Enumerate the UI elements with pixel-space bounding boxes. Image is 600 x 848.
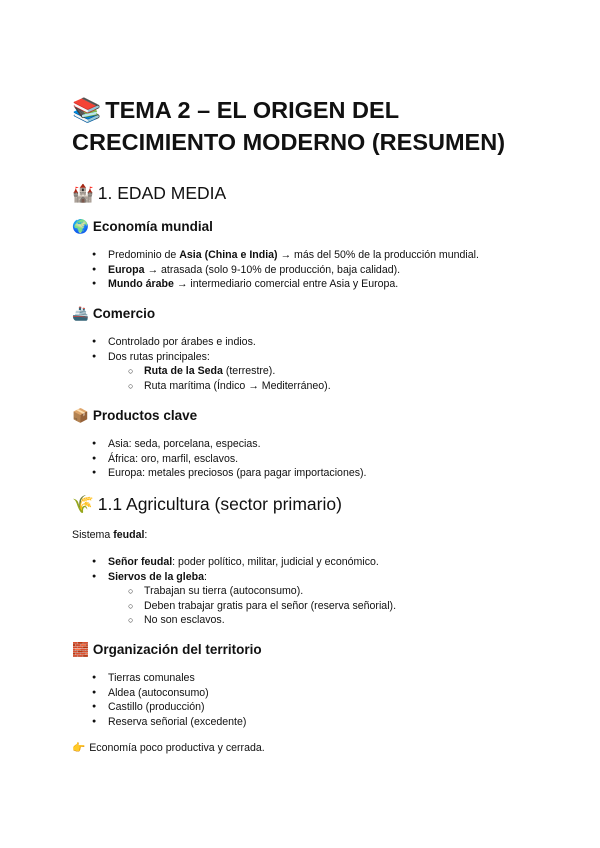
item-text: : — [203, 570, 207, 583]
document-title — [72, 94, 552, 158]
heading-organizacion-territorio — [72, 641, 262, 659]
territorio-list — [92, 671, 246, 729]
list-item — [92, 555, 396, 570]
sub-list-item: ○ Deben trabajar gratis para el señor (reserva señorial). — [92, 599, 396, 614]
books-icon: 📚 — [72, 97, 102, 123]
list-item: ● Tierras comunales — [92, 671, 246, 686]
economia-list — [92, 248, 479, 292]
package-icon: 📦 — [72, 408, 89, 423]
heading-productos-clave — [72, 407, 197, 425]
sub-list-item — [92, 364, 331, 379]
item-bold: Ruta de la Seda — [144, 365, 223, 378]
item-bold: Europa — [108, 263, 145, 276]
item-text: Predominio de — [108, 249, 180, 261]
comercio-list — [92, 335, 331, 393]
heading-agricultura — [72, 493, 342, 515]
list-item: ● Castillo (producción) — [92, 700, 246, 715]
item-text: Ruta marítima (Índico → Mediterráneo). — [144, 379, 331, 392]
item-text: : poder político, militar, judicial y económico. — [172, 556, 379, 568]
heading-text: Economía mundial — [92, 219, 213, 234]
item-bold: Asia (China e India) — [179, 249, 278, 261]
item-text: → intermediario comercial entre Asia y Europa. — [173, 278, 399, 291]
brick-icon: 🧱 — [72, 642, 89, 657]
intro-bold: feudal — [113, 529, 145, 541]
sub-list-item: ○ Trabajan su tierra (autoconsumo). — [92, 584, 396, 599]
list-item: ● Dos rutas principales: — [92, 350, 331, 365]
list-item: ● Europa: metales preciosos (para pagar importaciones). — [92, 466, 367, 481]
list-item — [92, 570, 396, 585]
ship-icon: 🚢 — [72, 306, 89, 321]
item-bold: Señor feudal — [108, 556, 173, 568]
wheat-icon: 🌾 — [72, 494, 94, 514]
pointing-hand-icon: 👉 — [72, 742, 86, 754]
list-item: ● África: oro, marfil, esclavos. — [92, 452, 367, 467]
heading-text: Organización del territorio — [92, 642, 262, 657]
conclusion-text: Economía poco productiva y cerrada. — [89, 742, 265, 754]
heading-edad-media — [72, 182, 226, 204]
list-item — [92, 263, 479, 278]
list-item: ● Asia: seda, porcelana, especias. — [92, 437, 367, 452]
list-item: ● Reserva señorial (excedente) — [92, 715, 246, 730]
heading-text: 1. EDAD MEDIA — [97, 183, 227, 203]
title-text: TEMA 2 – EL ORIGEN DEL CRECIMIENTO MODERNO (RESUMEN) — [72, 97, 506, 155]
list-item: ● Controlado por árabes e indios. — [92, 335, 331, 350]
productos-list — [92, 437, 367, 481]
item-text: (terrestre). — [222, 365, 276, 378]
item-bold: Siervos de la gleba — [108, 570, 204, 583]
item-text: → más del 50% de la producción mundial. — [277, 249, 479, 261]
heading-text: Comercio — [92, 306, 156, 321]
intro-text: Sistema — [72, 529, 114, 541]
castle-icon: 🏰 — [72, 183, 94, 203]
heading-economia-mundial — [72, 218, 213, 236]
intro-text: : — [144, 529, 148, 541]
sub-list-item: ○ No son esclavos. — [92, 613, 396, 628]
feudal-list — [92, 555, 396, 628]
heading-text: Productos clave — [92, 408, 198, 423]
conclusion — [72, 741, 265, 755]
heading-comercio — [72, 305, 155, 323]
list-item — [92, 277, 479, 292]
list-item: ● Aldea (autoconsumo) — [92, 686, 246, 701]
item-text: → atrasada (solo 9-10% de producción, baja calidad). — [144, 263, 401, 276]
heading-text: 1.1 Agricultura (sector primario) — [97, 494, 342, 514]
item-bold: Mundo árabe — [108, 278, 174, 291]
sub-list-item — [92, 379, 331, 394]
sistema-feudal-intro — [72, 528, 147, 542]
globe-icon: 🌍 — [72, 219, 89, 234]
list-item — [92, 248, 479, 263]
